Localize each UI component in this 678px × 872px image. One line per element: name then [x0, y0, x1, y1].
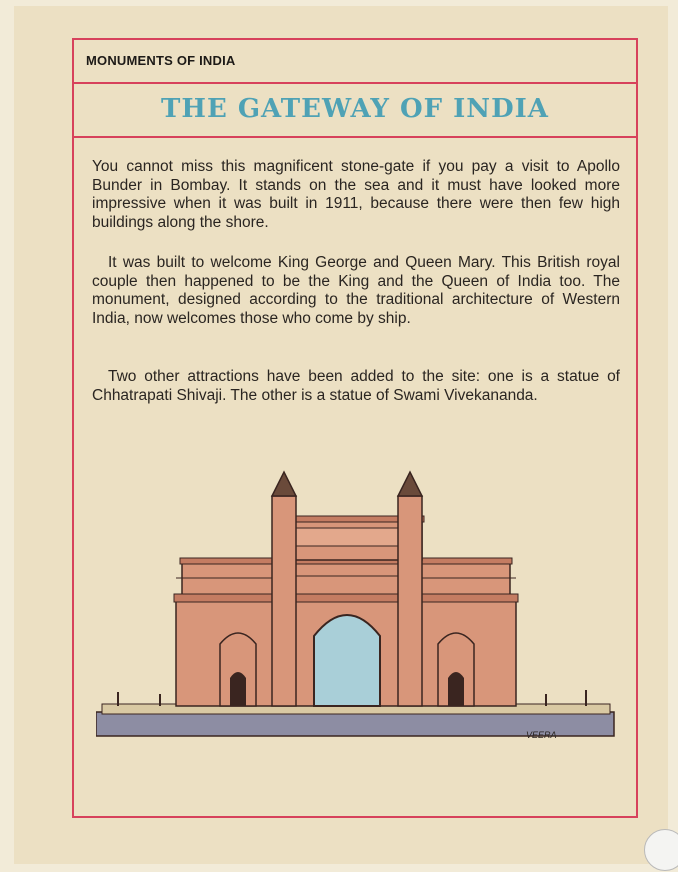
publisher-logo [644, 829, 678, 871]
page-title: THE GATEWAY OF INDIA [161, 94, 549, 124]
right-tower [398, 496, 422, 706]
central-arch [314, 615, 380, 706]
paragraph-1: You cannot miss this magnificent stone-gate if you pay a visit to Apollo Bunder in Bombay. It stands on the sea and it must have looked more impressive when it was built in 1911, because there were then few high buildings along the shore. [92, 158, 620, 231]
series-header [74, 40, 636, 84]
paragraph-2: It was built to welcome King George and Queen Mary. This British royal couple then happened to be the King and the Queen of India too. The monument, designed according to the traditional architecture of Western India, now welcomes those who come by ship. [92, 254, 620, 327]
paragraph-3: Two other attractions have been added to the site: one is a statue of Chhatrapati Shivaji. The other is a statue of Swami Vivekananda. [92, 368, 620, 404]
artist-signature: VEERA [526, 730, 557, 740]
comic-page [14, 6, 668, 864]
title-band [74, 84, 636, 138]
series-title: MONUMENTS OF INDIA [86, 53, 236, 68]
gateway-illustration [96, 466, 616, 746]
left-tower [272, 496, 296, 706]
